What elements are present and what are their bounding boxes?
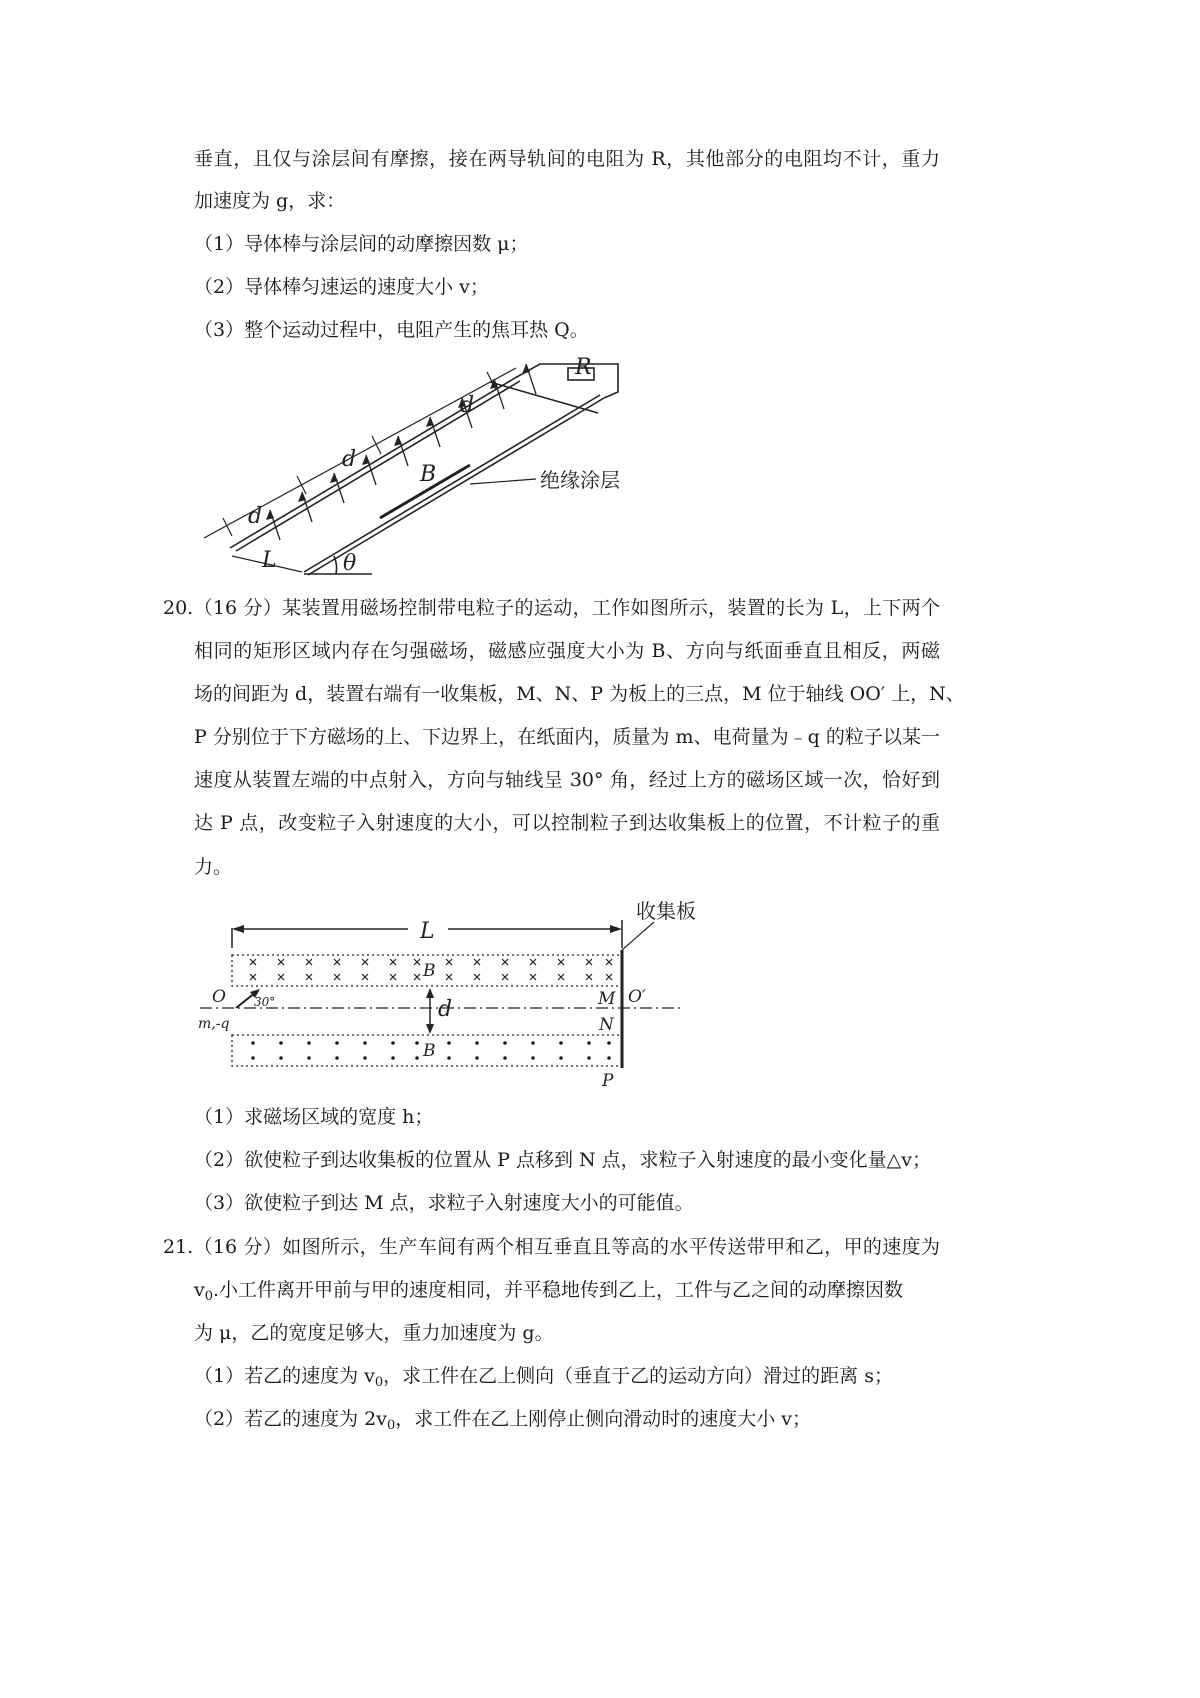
q21-text-line3: 为 μ，乙的宽度足够大，重力加速度为 g。 (194, 1322, 554, 1344)
q21-sub1-start: （1）若乙的速度为 v (194, 1365, 375, 1387)
q20-label-B-bottom: B (423, 1041, 436, 1061)
q19-label-R: R (575, 355, 592, 380)
q20-text-line4: P 分别位于下方磁场的上、下边界上，在纸面内，质量为 m、电荷量为﹣q 的粒子以某一 (194, 726, 940, 748)
q21-text-line1: 21.（16 分）如图所示，生产车间有两个相互垂直且等高的水平传送带甲和乙，甲的速度为 (163, 1236, 940, 1258)
q19-label-L: L (262, 548, 277, 573)
q21-sub2-start: （2）若乙的速度为 2v (194, 1408, 387, 1430)
q20-label-angle: 30° (254, 995, 276, 1009)
q20-label-Oprime: O′ (628, 987, 646, 1007)
q20-label-B-top: B (423, 961, 436, 981)
q19-label-coating: 绝缘涂层 (540, 468, 620, 492)
q20-text-line3: 场的间距为 d，装置右端有一收集板，M、N、P 为板上的三点，M 位于轴线 OO′ 上，N、 (194, 683, 965, 705)
q20-subquestion-2: （2）欲使粒子到达收集板的位置从 P 点移到 N 点，求粒子入射速度的最小变化量△v； (194, 1149, 932, 1171)
q20-text-line2: 相同的矩形区域内存在匀强磁场，磁感应强度大小为 B、方向与纸面垂直且相反，两磁 (194, 640, 940, 662)
q21-sub1-rest: ，求工件在乙上侧向（垂直于乙的运动方向）滑过的距离 s； (383, 1365, 893, 1387)
q20-text-line1: 20.（16 分）某装置用磁场控制带电粒子的运动，工作如图所示，装置的长为 L，上下两个 (163, 597, 940, 619)
q20-label-collector-plate: 收集板 (636, 899, 696, 923)
q20-text-line5: 速度从装置左端的中点射入，方向与轴线呈 30° 角，经过上方的磁场区域一次，恰好到 (194, 769, 940, 791)
q20-label-M: M (598, 989, 616, 1009)
q19-label-theta: θ (343, 551, 357, 576)
q21-subquestion-2 (194, 1407, 811, 1438)
q20-label-L: L (420, 919, 435, 944)
q19-subquestion-1: （1）导体棒与涂层间的动摩擦因数 μ； (194, 233, 529, 255)
q20-text-line7: 力。 (194, 856, 233, 878)
q19-text-line2: 加速度为 g，求： (194, 190, 346, 212)
q19-subquestion-3: （3）整个运动过程中，电阻产生的焦耳热 Q。 (194, 319, 589, 341)
q21-sub1-subscript: 0 (374, 1375, 384, 1390)
q21-v0-subscript: 0 (204, 1289, 214, 1304)
q20-subquestion-3: （3）欲使粒子到达 M 点，求粒子入射速度大小的可能值。 (194, 1192, 694, 1214)
q19-label-d-bottom: d (248, 504, 263, 529)
q19-label-B: B (420, 462, 437, 487)
q19-label-d-middle: d (342, 447, 357, 472)
q20-label-mass-charge: m,-q (198, 1016, 230, 1032)
q20-label-N: N (599, 1015, 614, 1035)
q20-subquestion-1: （1）求磁场区域的宽度 h； (194, 1106, 434, 1128)
q21-sub2-subscript: 0 (386, 1418, 396, 1433)
q21-sub2-rest: ，求工件在乙上刚停止侧向滑动时的速度大小 v； (395, 1408, 812, 1430)
q19-label-d-top: d (460, 393, 475, 418)
q20-label-O: O (212, 987, 226, 1007)
q19-text-line1: 垂直，且仅与涂层间有摩擦，接在两导轨间的电阻为 R，其他部分的电阻均不计，重力 (194, 148, 940, 170)
q21-v0-symbol: v (194, 1279, 205, 1301)
q20-label-P: P (602, 1071, 614, 1091)
q20-label-d: d (438, 997, 453, 1022)
q21-text-line2-rest: .小工件离开甲前与甲的速度相同，并平稳地传到乙上，工件与乙之间的动摩擦因数 (213, 1279, 904, 1301)
q19-subquestion-2: （2）导体棒匀速运的速度大小 v； (194, 276, 489, 298)
q21-subquestion-1 (194, 1364, 893, 1395)
q20-text-line6: 达 P 点，改变粒子入射速度的大小，可以控制粒子到达收集板上的位置，不计粒子的重 (194, 812, 940, 834)
q21-text-line2 (194, 1278, 940, 1309)
